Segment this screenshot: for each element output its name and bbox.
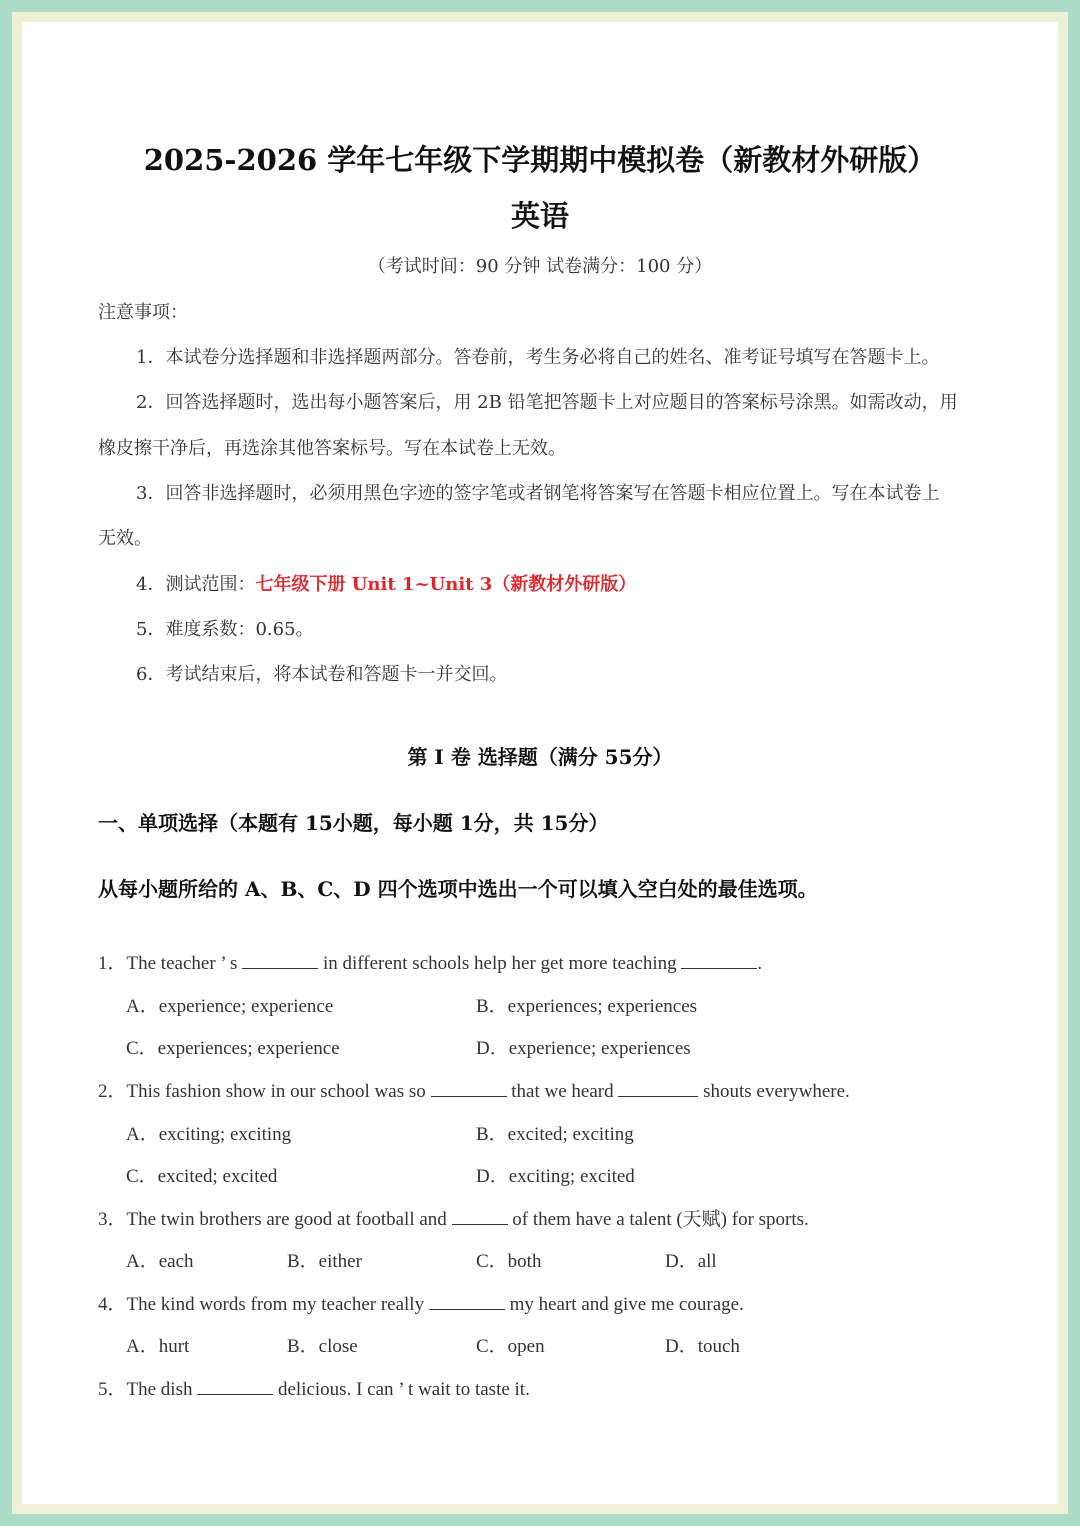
q3-option-a: A．each [126, 1251, 194, 1272]
question-number: 5． [98, 1379, 127, 1400]
exam-info: （考试时间：90 分钟 试卷满分：100 分） [367, 256, 713, 277]
subject-title: 英语 [510, 199, 569, 233]
note-item-3-line-1: 3．回答非选择题时，必须用黑色字迹的签字笔或者钢笔将答案写在答题卡相应位置上。写在本试卷上 [136, 483, 940, 504]
q3-option-c: C．both [476, 1251, 542, 1272]
question-text: shouts everywhere. [698, 1081, 850, 1102]
note-item-2-line-2: 橡皮擦干净后，再选涂其他答案标号。写在本试卷上无效。 [98, 438, 566, 459]
note-item-3-line-2: 无效。 [98, 528, 152, 549]
answer-blank [681, 950, 757, 969]
question-2 [98, 1076, 850, 1103]
answer-blank [452, 1206, 508, 1225]
question-5 [98, 1374, 530, 1401]
question-text: delicious. I can ’ t wait to taste it. [273, 1379, 530, 1400]
q4-option-d: D．touch [665, 1336, 740, 1357]
answer-blank [618, 1078, 698, 1097]
answer-blank [197, 1376, 273, 1395]
question-text: that we heard [506, 1081, 619, 1102]
answer-blank [242, 950, 318, 969]
question-text: The dish [126, 1379, 198, 1400]
exam-title: 2025-2026 学年七年级下学期期中模拟卷（新教材外研版） [143, 143, 937, 177]
question-text: of them have a talent (天赋) for sports. [507, 1209, 809, 1230]
section-instruction: 从每小题所给的 A、B、C、D 四个选项中选出一个可以填入空白处的最佳选项。 [98, 877, 818, 901]
note-item-4 [136, 570, 636, 596]
question-text: The teacher ’ s [126, 953, 243, 974]
q3-option-b: B．either [287, 1251, 362, 1272]
note-item-4-prefix: 4．测试范围： [136, 574, 256, 595]
question-text: This fashion show in our school was so [126, 1081, 431, 1102]
question-text: my heart and give me courage. [504, 1294, 744, 1315]
q2-option-d: D．exciting; excited [476, 1166, 635, 1187]
q4-option-b: B．close [287, 1336, 358, 1357]
q4-option-c: C．open [476, 1336, 545, 1357]
note-item-1: 1．本试卷分选择题和非选择题两部分。答卷前，考生务必将自己的姓名、准考证号填写在答题卡上。 [136, 347, 940, 368]
question-number: 4． [98, 1294, 127, 1315]
test-scope: 七年级下册 Unit 1~Unit 3（新教材外研版） [255, 574, 637, 595]
q2-option-c: C．excited; excited [126, 1166, 278, 1187]
q1-option-c: C．experiences; experience [126, 1038, 340, 1059]
section-title: 一、单项选择（本题有 15小题，每小题 1分，共 15分） [98, 811, 609, 835]
note-item-2-line-1: 2．回答选择题时，选出每小题答案后，用 2B 铅笔把答题卡上对应题目的答案标号涂黑。如需改动，用 [136, 392, 958, 413]
answer-blank [429, 1291, 505, 1310]
note-item-6: 6．考试结束后，将本试卷和答题卡一并交回。 [136, 664, 508, 685]
answer-blank [431, 1078, 507, 1097]
question-number: 2． [98, 1081, 127, 1102]
question-4 [98, 1289, 744, 1316]
question-1 [98, 948, 762, 975]
note-item-5: 5．难度系数：0.65。 [136, 619, 314, 640]
question-text: The twin brothers are good at football and [126, 1209, 452, 1230]
question-text: . [757, 953, 763, 974]
question-number: 3． [98, 1209, 127, 1230]
notes-heading: 注意事项： [98, 302, 188, 323]
q2-option-b: B．excited; exciting [476, 1124, 634, 1145]
q3-option-d: D．all [665, 1251, 717, 1272]
question-number: 1． [98, 953, 127, 974]
q2-option-a: A．exciting; exciting [126, 1124, 292, 1145]
question-text: in different schools help her get more teaching [318, 953, 682, 974]
question-3 [98, 1204, 809, 1231]
question-text: The kind words from my teacher really [126, 1294, 429, 1315]
q1-option-a: A．experience; experience [126, 996, 334, 1017]
part-title: 第 I 卷 选择题（满分 55分） [407, 745, 673, 769]
q1-option-d: D．experience; experiences [476, 1038, 691, 1059]
q4-option-a: A．hurt [126, 1336, 190, 1357]
q1-option-b: B．experiences; experiences [476, 996, 698, 1017]
